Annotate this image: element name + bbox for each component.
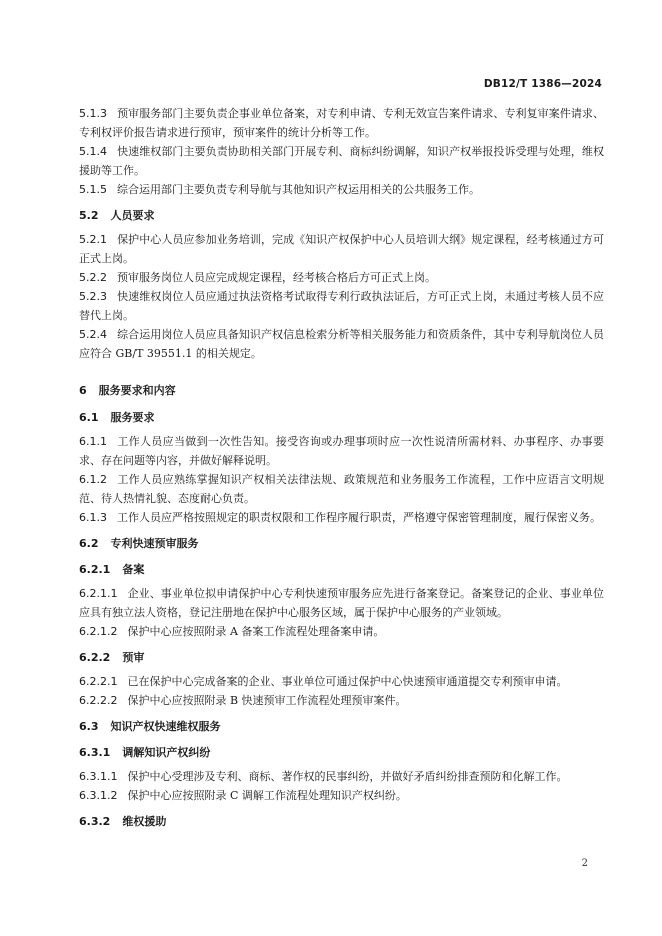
- clause-number: 6.3.1: [79, 746, 111, 759]
- clause-number: 6.1.2: [79, 473, 107, 486]
- clause-number: 6: [79, 384, 87, 397]
- heading-text: 维权援助: [122, 815, 167, 828]
- document-code: DB12/T 1386—2024: [483, 78, 602, 90]
- clause-paragraph: [79, 767, 604, 786]
- clause-text: 快速维权部门主要负责协助相关部门开展专利、商标纠纷调解，知识产权举报投诉受理与处理，维权援助等工作。: [79, 145, 604, 177]
- clause-number: 6.3.1.1: [79, 770, 118, 783]
- section-heading: [79, 408, 604, 427]
- clause-number: 6.2: [79, 537, 99, 550]
- clause-number: 5.1.5: [79, 183, 107, 196]
- clause-text: 保护中心应按照附录 C 调解工作流程处理知识产权纠纷。: [127, 789, 407, 802]
- clause-number: 5.2.4: [79, 328, 107, 341]
- section-heading: [79, 560, 604, 579]
- clause-text: 企业、事业单位拟申请保护中心专利快速预审服务应先进行备案登记。备案登记的企业、事业单位应具有独立法人资格，登记注册地在保护中心服务区域，属于保护中心服务的产业领域。: [79, 587, 604, 619]
- clause-number: 6.2.2.1: [79, 675, 118, 688]
- heading-text: 预审: [122, 651, 145, 664]
- section-heading: [79, 206, 604, 225]
- clause-number: 6.3.2: [79, 815, 111, 828]
- clause-paragraph: [79, 180, 604, 199]
- clause-number: 6.2.1.2: [79, 625, 118, 638]
- clause-paragraph: [79, 508, 604, 527]
- clause-number: 6.2.1: [79, 563, 111, 576]
- clause-number: 6.3: [79, 720, 99, 733]
- heading-text: 备案: [122, 563, 145, 576]
- document-body: [79, 104, 604, 836]
- clause-text: 工作人员应熟练掌握知识产权相关法律法规、政策规范和业务服务工作流程，工作中应语言文明规范、待人热情礼貌、态度耐心负责。: [79, 473, 604, 505]
- clause-text: 快速维权岗位人员应通过执法资格考试取得专利行政执法证后，方可正式上岗，未通过考核人员不应替代上岗。: [79, 290, 604, 322]
- clause-paragraph: [79, 691, 604, 710]
- section-heading: [79, 648, 604, 667]
- clause-text: 保护中心应按照附录 B 快速预审工作流程处理预审案件。: [127, 694, 407, 707]
- section-heading: [79, 381, 604, 400]
- clause-text: 工作人员应当做到一次性告知。接受咨询或办理事项时应一次性说清所需材料、办事程序、办事要求、存在问题等内容，并做好解释说明。: [79, 435, 604, 467]
- clause-number: 6.1.3: [79, 511, 107, 524]
- clause-paragraph: [79, 325, 604, 363]
- clause-paragraph: [79, 287, 604, 325]
- clause-text: 综合运用岗位人员应具备知识产权信息检索分析等相关服务能力和资质条件，其中专利导航岗位人员应符合 GB/T 39551.1 的相关规定。: [79, 328, 604, 360]
- heading-text: 调解知识产权纠纷: [122, 746, 211, 759]
- heading-text: 人员要求: [110, 209, 155, 222]
- section-heading: [79, 812, 604, 831]
- clause-number: 6.1.1: [79, 435, 107, 448]
- clause-text: 综合运用部门主要负责专利导航与其他知识产权运用相关的公共服务工作。: [117, 183, 480, 196]
- clause-text: 保护中心人员应参加业务培训，完成《知识产权保护中心人员培训大纲》规定课程，经考核通过方可正式上岗。: [79, 233, 604, 265]
- clause-number: 5.1.3: [79, 107, 107, 120]
- clause-paragraph: [79, 432, 604, 470]
- clause-paragraph: [79, 470, 604, 508]
- clause-paragraph: [79, 268, 604, 287]
- clause-number: 5.2.1: [79, 233, 107, 246]
- clause-number: 6.2.2: [79, 651, 111, 664]
- clause-text: 保护中心受理涉及专利、商标、著作权的民事纠纷，并做好矛盾纠纷排查预防和化解工作。: [127, 770, 568, 783]
- heading-text: 服务要求: [110, 411, 155, 424]
- clause-number: 6.2.1.1: [79, 587, 118, 600]
- page-number: 2: [581, 858, 588, 869]
- clause-paragraph: [79, 622, 604, 641]
- clause-paragraph: [79, 786, 604, 805]
- clause-paragraph: [79, 142, 604, 180]
- clause-number: 6.3.1.2: [79, 789, 118, 802]
- clause-text: 预审服务部门主要负责企事业单位备案，对专利申请、专利无效宣告案件请求、专利复审案件请求、专利权评价报告请求进行预审，预审案件的统计分析等工作。: [79, 107, 604, 139]
- clause-text: 已在保护中心完成备案的企业、事业单位可通过保护中心快速预审通道提交专利预审申请。: [127, 675, 568, 688]
- heading-text: 知识产权快速维权服务: [110, 720, 221, 733]
- clause-number: 5.2.2: [79, 271, 107, 284]
- clause-paragraph: [79, 672, 604, 691]
- clause-number: 5.2: [79, 209, 99, 222]
- clause-text: 保护中心应按照附录 A 备案工作流程处理备案申请。: [127, 625, 385, 638]
- clause-text: 预审服务岗位人员应完成规定课程，经考核合格后方可正式上岗。: [117, 271, 436, 284]
- clause-text: 工作人员应严格按照规定的职责权限和工作程序履行职责，严格遵守保密管理制度，履行保密义务。: [117, 511, 601, 524]
- heading-text: 服务要求和内容: [98, 384, 176, 397]
- section-heading: [79, 717, 604, 736]
- section-heading: [79, 743, 604, 762]
- heading-text: 专利快速预审服务: [110, 537, 199, 550]
- clause-paragraph: [79, 104, 604, 142]
- clause-number: 6.2.2.2: [79, 694, 118, 707]
- clause-paragraph: [79, 584, 604, 622]
- clause-number: 5.2.3: [79, 290, 107, 303]
- section-heading: [79, 534, 604, 553]
- clause-paragraph: [79, 230, 604, 268]
- clause-number: 6.1: [79, 411, 99, 424]
- clause-number: 5.1.4: [79, 145, 107, 158]
